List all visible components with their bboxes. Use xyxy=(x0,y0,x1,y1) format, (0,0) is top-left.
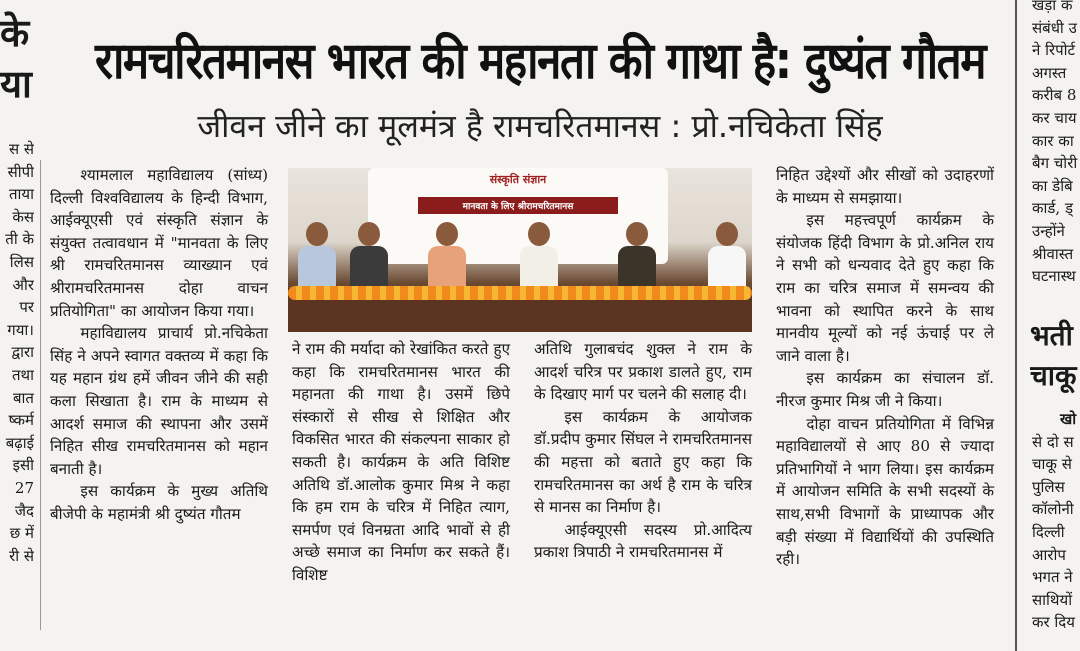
article-paragraph: महाविद्यालय प्राचार्य प्रो.नचिकेता सिंह ने अपने स्वागत वक्तव्य में कहा कि यह महान ग्रंथ हमें जीवन जीने की सही कला सिखाता है। राम के माध्यम से आदर्श समाज की स्थापना और उसमें निहित सीख रामचरितमानस को महान बनाती है। xyxy=(50,324,268,478)
article-column-2 xyxy=(292,338,510,587)
right-edge-line: दिल्ली xyxy=(1032,522,1065,541)
right-edge-line: कर दिय xyxy=(1032,613,1075,632)
left-edge-line: ती के xyxy=(5,230,34,249)
left-edge-line: इसी xyxy=(12,456,34,475)
left-edge-line: 27 xyxy=(14,478,34,497)
left-edge-line: केस xyxy=(12,207,34,226)
right-edge-line: घटनास्थ xyxy=(1032,267,1076,286)
article-paragraph: इस महत्त्वपूर्ण कार्यक्रम के संयोजक हिंदी विभाग के प्रो.अनिल राय ने सभी को धन्यवाद देते हुए कहा कि राम का चरित्र समाज में समन्वय की भावना को स्थापित करने के साथ मानवीय मूल्यों को नई ऊंचाई पर ले जाने वाला है। xyxy=(776,211,994,365)
article-paragraph: निहित उद्देश्यों और सीखों को उदाहरणों के माध्यम से समझाया। xyxy=(776,166,994,207)
right-edge-text-top xyxy=(1032,0,1080,288)
right-edge-line: से दो स xyxy=(1032,432,1074,451)
marigold-garland xyxy=(288,286,752,300)
article-column-3 xyxy=(534,338,752,564)
speaker-figure xyxy=(618,222,656,292)
right-edge-line: ने रिपोर्ट xyxy=(1032,41,1076,60)
left-edge-line: लिस xyxy=(9,252,34,271)
left-edge-line: छ में xyxy=(9,524,34,543)
right-edge-line: कर चाय xyxy=(1032,108,1077,127)
left-edge-line: जैद xyxy=(14,501,34,520)
left-edge-line: सीपी xyxy=(7,162,34,181)
left-edge-line: गया। xyxy=(7,320,34,339)
article-paragraph: श्यामलाल महाविद्यालय (सांध्य) दिल्ली विश्वविद्यालय के हिन्दी विभाग, आईक्यूएसी एवं संस्कृति संज्ञान के संयुक्त तत्वावधान में "मानवता के लिए श्री रामचरितमानस व्याख्यान एवं श्रीरामचरितमानस दोहा वाचन प्रतियोगिता" का आयोजन किया गया। xyxy=(50,166,268,320)
left-edge-heading-2: या xyxy=(0,62,32,106)
left-edge-text xyxy=(0,138,34,567)
left-edge-line: द्वारा xyxy=(11,343,34,362)
right-edge-line: आरोप xyxy=(1032,545,1066,564)
left-edge-line: और xyxy=(12,275,34,294)
right-edge-line: कार्ड, ड् xyxy=(1032,199,1073,218)
left-edge-heading-1: के xyxy=(0,11,30,55)
article-column-4 xyxy=(776,164,994,571)
right-edge-text-bottom xyxy=(1032,408,1080,634)
right-edge-line: का डेबि xyxy=(1032,176,1073,195)
article-paragraph: दोहा वाचन प्रतियोगिता में विभिन्न महाविद्यालयों से आए 80 से ज्यादा प्रतिभागियों ने भाग लिया। इस कार्यक्रम में आयोजन समिति के सभी सदस्यों के साथ,सभी विभागों के प्राध्यापक और बड़ी संख्या में विद्यार्थियों की उपस्थिति रही। xyxy=(776,414,994,569)
right-edge-line: कार का xyxy=(1032,131,1074,150)
right-edge-line: भगत ने xyxy=(1032,568,1073,587)
left-edge-line: बढ़ाई xyxy=(5,433,34,452)
banner-line: मानवता के लिए श्रीरामचरितमानस xyxy=(418,197,618,214)
headline: रामचरितमानस भारत की महानता की गाथा है: दुष्यंत गौतम xyxy=(94,32,986,91)
right-edge-line: संबंधी उ xyxy=(1032,18,1077,37)
left-edge-line: स से xyxy=(8,140,34,158)
left-column-divider xyxy=(40,160,41,630)
right-edge-heading xyxy=(1030,316,1080,396)
article-paragraph: इस कार्यक्रम का संचालन डॉ. नीरज कुमार मिश्र जी ने किया। xyxy=(776,369,994,410)
right-edge-line: श्रीवास्त xyxy=(1032,244,1074,263)
left-edge-line: बात xyxy=(12,388,34,407)
left-edge-line: ष्कर्म xyxy=(8,411,34,430)
article-paragraph: अतिथि गुलाबचंद शुक्ल ने राम के आदर्श चरित्र पर प्रकाश डालते हुए, राम के दिखाए मार्ग पर चलने की सलाह दी। xyxy=(534,340,752,404)
right-edge-heading-line: चाकू xyxy=(1030,359,1077,392)
right-edge-line: करीब 8 xyxy=(1032,86,1077,105)
speaker-figure xyxy=(520,222,558,292)
right-edge-line: चाकू से xyxy=(1032,455,1072,474)
subheadline: जीवन जीने का मूलमंत्र है रामचरितमानस : प्रो.नचिकेता सिंह xyxy=(197,107,883,145)
right-edge-line: कॉलोनी xyxy=(1032,500,1074,519)
event-photo xyxy=(288,168,752,332)
right-edge-line: पुलिस xyxy=(1032,477,1065,496)
article-paragraph: इस कार्यक्रम के मुख्य अतिथि बीजेपी के महामंत्री श्री दुष्यंत गौतम xyxy=(50,482,268,523)
right-edge-line: साथियों xyxy=(1032,590,1073,609)
left-edge-line: री से xyxy=(9,546,34,565)
article-paragraph: इस कार्यक्रम के आयोजक डॉ.प्रदीप कुमार सिंघल ने रामचरितमानस की महत्ता को बताते हुए कहा कि रामचरितमानस का अर्थ है राम के चरित्र से मानस का निर्माण है। xyxy=(534,407,752,517)
right-edge-heading-line: भती xyxy=(1030,319,1073,352)
left-edge-line: तथा xyxy=(11,365,34,384)
right-edge-line: उन्होंने xyxy=(1032,221,1065,240)
right-edge-line: खो xyxy=(1060,410,1077,428)
speaker-figure xyxy=(428,222,466,292)
speaker-figure xyxy=(298,222,336,292)
left-edge-line: ताया xyxy=(8,185,34,204)
right-column-rule xyxy=(1015,0,1017,651)
article-paragraph: ने राम की मर्यादा को रेखांकित करते हुए कहा कि रामचरितमानस भारत की महानता की गाथा है। उसमें छिपे संस्कारों से सीख से शिक्षित और विकसित भारत की संकल्पना साकार हो सकती है। कार्यक्रम के अति विशिष्ट अतिथि डॉ.आलोक कुमार मिश्र ने कहा कि हम राम के चरित्र में निहित त्याग, समर्पण एवं विनम्रता आदि भावों से ही अच्छे समाज का निर्माण कर सकते हैं। विशिष्ट xyxy=(292,340,510,584)
article-paragraph: आईक्यूएसी सदस्य प्रो.आदित्य प्रकाश त्रिपाठी ने रामचरितमानस में xyxy=(534,520,752,562)
right-edge-line: बैग चोरी xyxy=(1032,154,1078,173)
speaker-figure xyxy=(708,222,746,292)
banner-title: संस्कृति संज्ञान xyxy=(489,173,547,186)
right-edge-line: खड़ा क xyxy=(1032,0,1073,14)
speaker-figure xyxy=(350,222,388,292)
left-edge-line: पर xyxy=(19,298,34,317)
article-column-1 xyxy=(50,164,268,526)
right-edge-line: अगस्त xyxy=(1032,63,1067,82)
